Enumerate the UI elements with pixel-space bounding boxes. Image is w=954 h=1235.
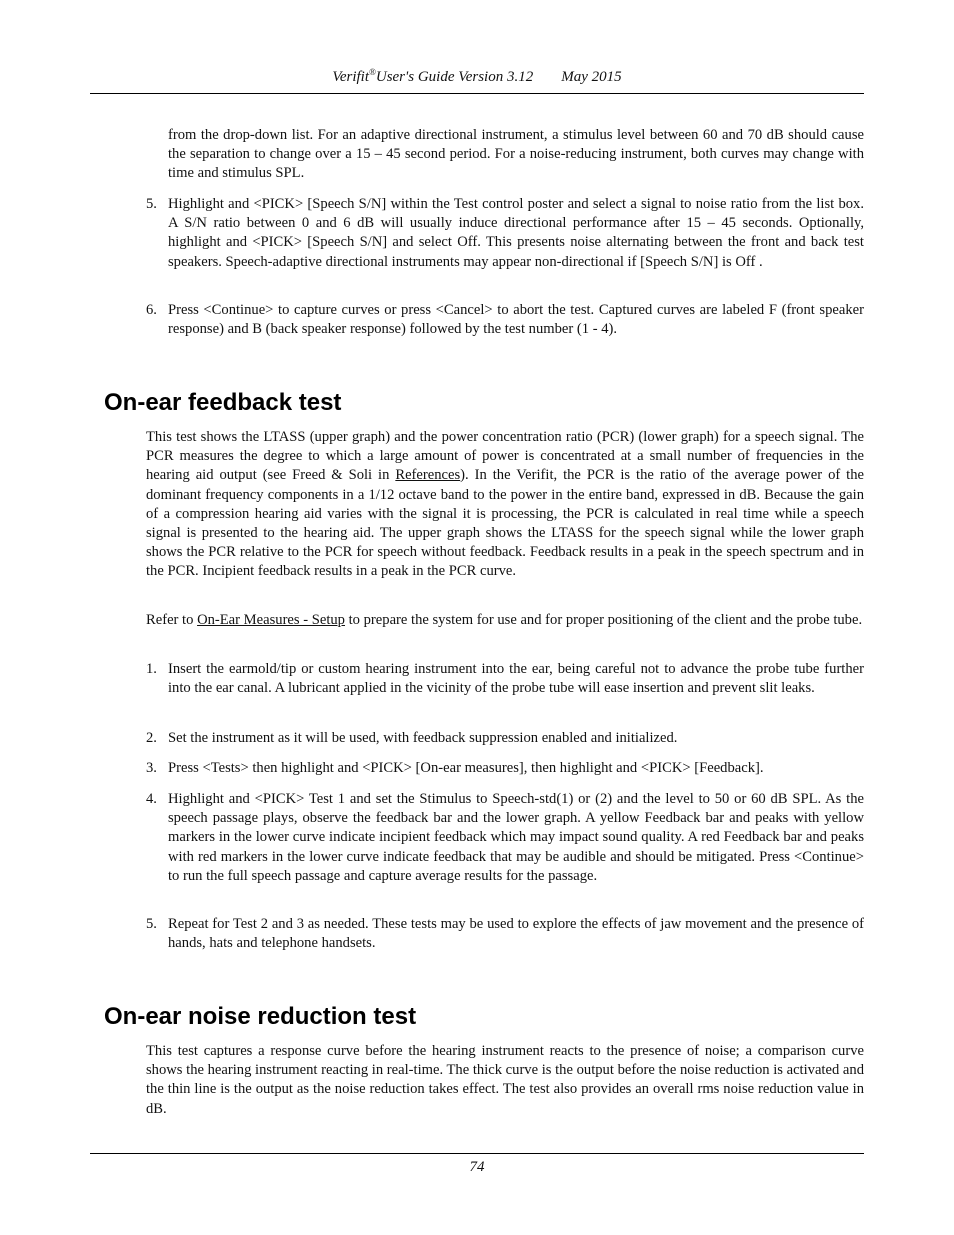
list-item-text: Highlight and <PICK> [Speech S/N] within the Test control poster and select a signal to noise ratio from the list box. A S/N ratio between 0 and 6 dB will usually induce directional performance after 15 – 45 seconds. Optionally, highlight and <PICK> [Speech S/N] and select Off. This presents noise alternating between the front and back test speakers. Speech-adaptive directional instruments may appear non-directional if [Speech S/N] is Off . [168, 196, 864, 270]
feedback-intro-paragraph [146, 428, 864, 582]
section-heading-feedback: On-ear feedback test [104, 389, 342, 416]
list-item-text: Repeat for Test 2 and 3 as needed. These tests may be used to explore the effects of jaw movement and the presence of hands, hats and telephone handsets. [168, 916, 864, 952]
list-item-number: 3. [146, 760, 157, 776]
list-item [146, 790, 864, 886]
list-item-text: Highlight and <PICK> Test 1 and set the Stimulus to Speech-std(1) or (2) and the level to 50 or 60 dB SPL. As the speech passage plays, observe the feedback bar and the lower graph. A yellow Feedback bar and peaks with yellow markers in the lower curve indicate incipient feedback which may impact sound quality. A red Feedback bar and peaks with red markers in the lower curve indicate feedback that may be audible and should be mitigated. Press <Continue> to run the full speech passage and capture average results for the passage. [168, 791, 864, 884]
list-item [146, 195, 864, 272]
setup-link[interactable]: On-Ear Measures - Setup [197, 612, 345, 628]
list-item [146, 301, 864, 339]
list-item-text: Press <Tests> then highlight and <PICK> [On-ear measures], then highlight and <PICK> [Feedback]. [168, 760, 764, 776]
registered-mark: ® [369, 67, 376, 77]
paragraph-text: ). In the Verifit, the PCR is the ratio of the average power of the dominant frequency components in a 1/12 octave band to the power in the entire band, expressed in dB. Because the gain of a compression hearing aid varies with the signal it is processing, the PCR is calculated in real time while a speech signal is presented to the hearing aid. The upper graph shows the LTASS for the speech signal while the lower graph shows the PCR relative to the PCR for speech without feedback. Feedback results in a peak in the speech spectrum and in the PCR. Incipient feedback results in a peak in the PCR curve. [146, 467, 864, 580]
paragraph-text: to prepare the system for use and for proper positioning of the client and the probe tube. [344, 612, 863, 628]
list-item [146, 660, 864, 698]
list-item-text: Set the instrument as it will be used, with feedback suppression enabled and initialized. [168, 730, 678, 746]
list-item [146, 915, 864, 953]
noise-reduction-paragraph: This test captures a response curve before the hearing instrument reacts to the presence of noise; a comparison curve shows the hearing instrument reacting in real-time. The thick curve is the output before the noise reduction is activated and the thin line is the output as the noise reduction takes effect. The test also provides an overall rms noise reduction value in dB. [146, 1043, 864, 1117]
paragraph-text: This test shows the LTASS (upper graph) and the power concentration ratio (PCR) (lower graph) for a speech signal. The PCR measures the degree to which a large amount of power is concentrated at a small number of frequencies in the hearing aid output (see Freed & Soli in [146, 429, 864, 484]
list-item [146, 729, 864, 748]
header-date: May 2015 [561, 69, 622, 85]
list-item-number: 1. [146, 661, 157, 677]
page-header [90, 66, 864, 94]
setup-paragraph [146, 611, 864, 630]
references-link[interactable]: References [395, 467, 461, 484]
list-item-number: 2. [146, 730, 157, 746]
list-item-number: 5. [146, 196, 157, 212]
list-item-text: Insert the earmold/tip or custom hearing instrument into the ear, being careful not to advance the probe tube further into the ear canal. A lubricant applied in the vicinity of the probe tube will ease insertion and prevent slit leaks. [168, 661, 864, 697]
paragraph-text: Refer to [146, 612, 198, 628]
page-number: 74 [469, 1159, 485, 1175]
header-title-rest: User's Guide Version 3.12 [375, 69, 534, 85]
header-title: Verifit [332, 69, 370, 85]
list-item [146, 759, 864, 778]
list-item-text: Press <Continue> to capture curves or press <Cancel> to abort the test. Captured curves are labeled F (front speaker response) and B (back speaker response) followed by the test number (1 - 4). [168, 302, 864, 338]
list-item-number: 4. [146, 791, 157, 807]
footer-divider [90, 1153, 864, 1154]
section-heading-noise-reduction: On-ear noise reduction test [104, 1003, 417, 1030]
list-item-number: 6. [146, 302, 157, 318]
list-item-number: 5. [146, 916, 157, 932]
continued-paragraph: from the drop-down list. For an adaptive directional instrument, a stimulus level between 60 and 70 dB should cause the separation to change over a 15 – 45 second period. For a noise-reducing instrument, both curves may change with time and stimulus SPL. [168, 127, 864, 182]
